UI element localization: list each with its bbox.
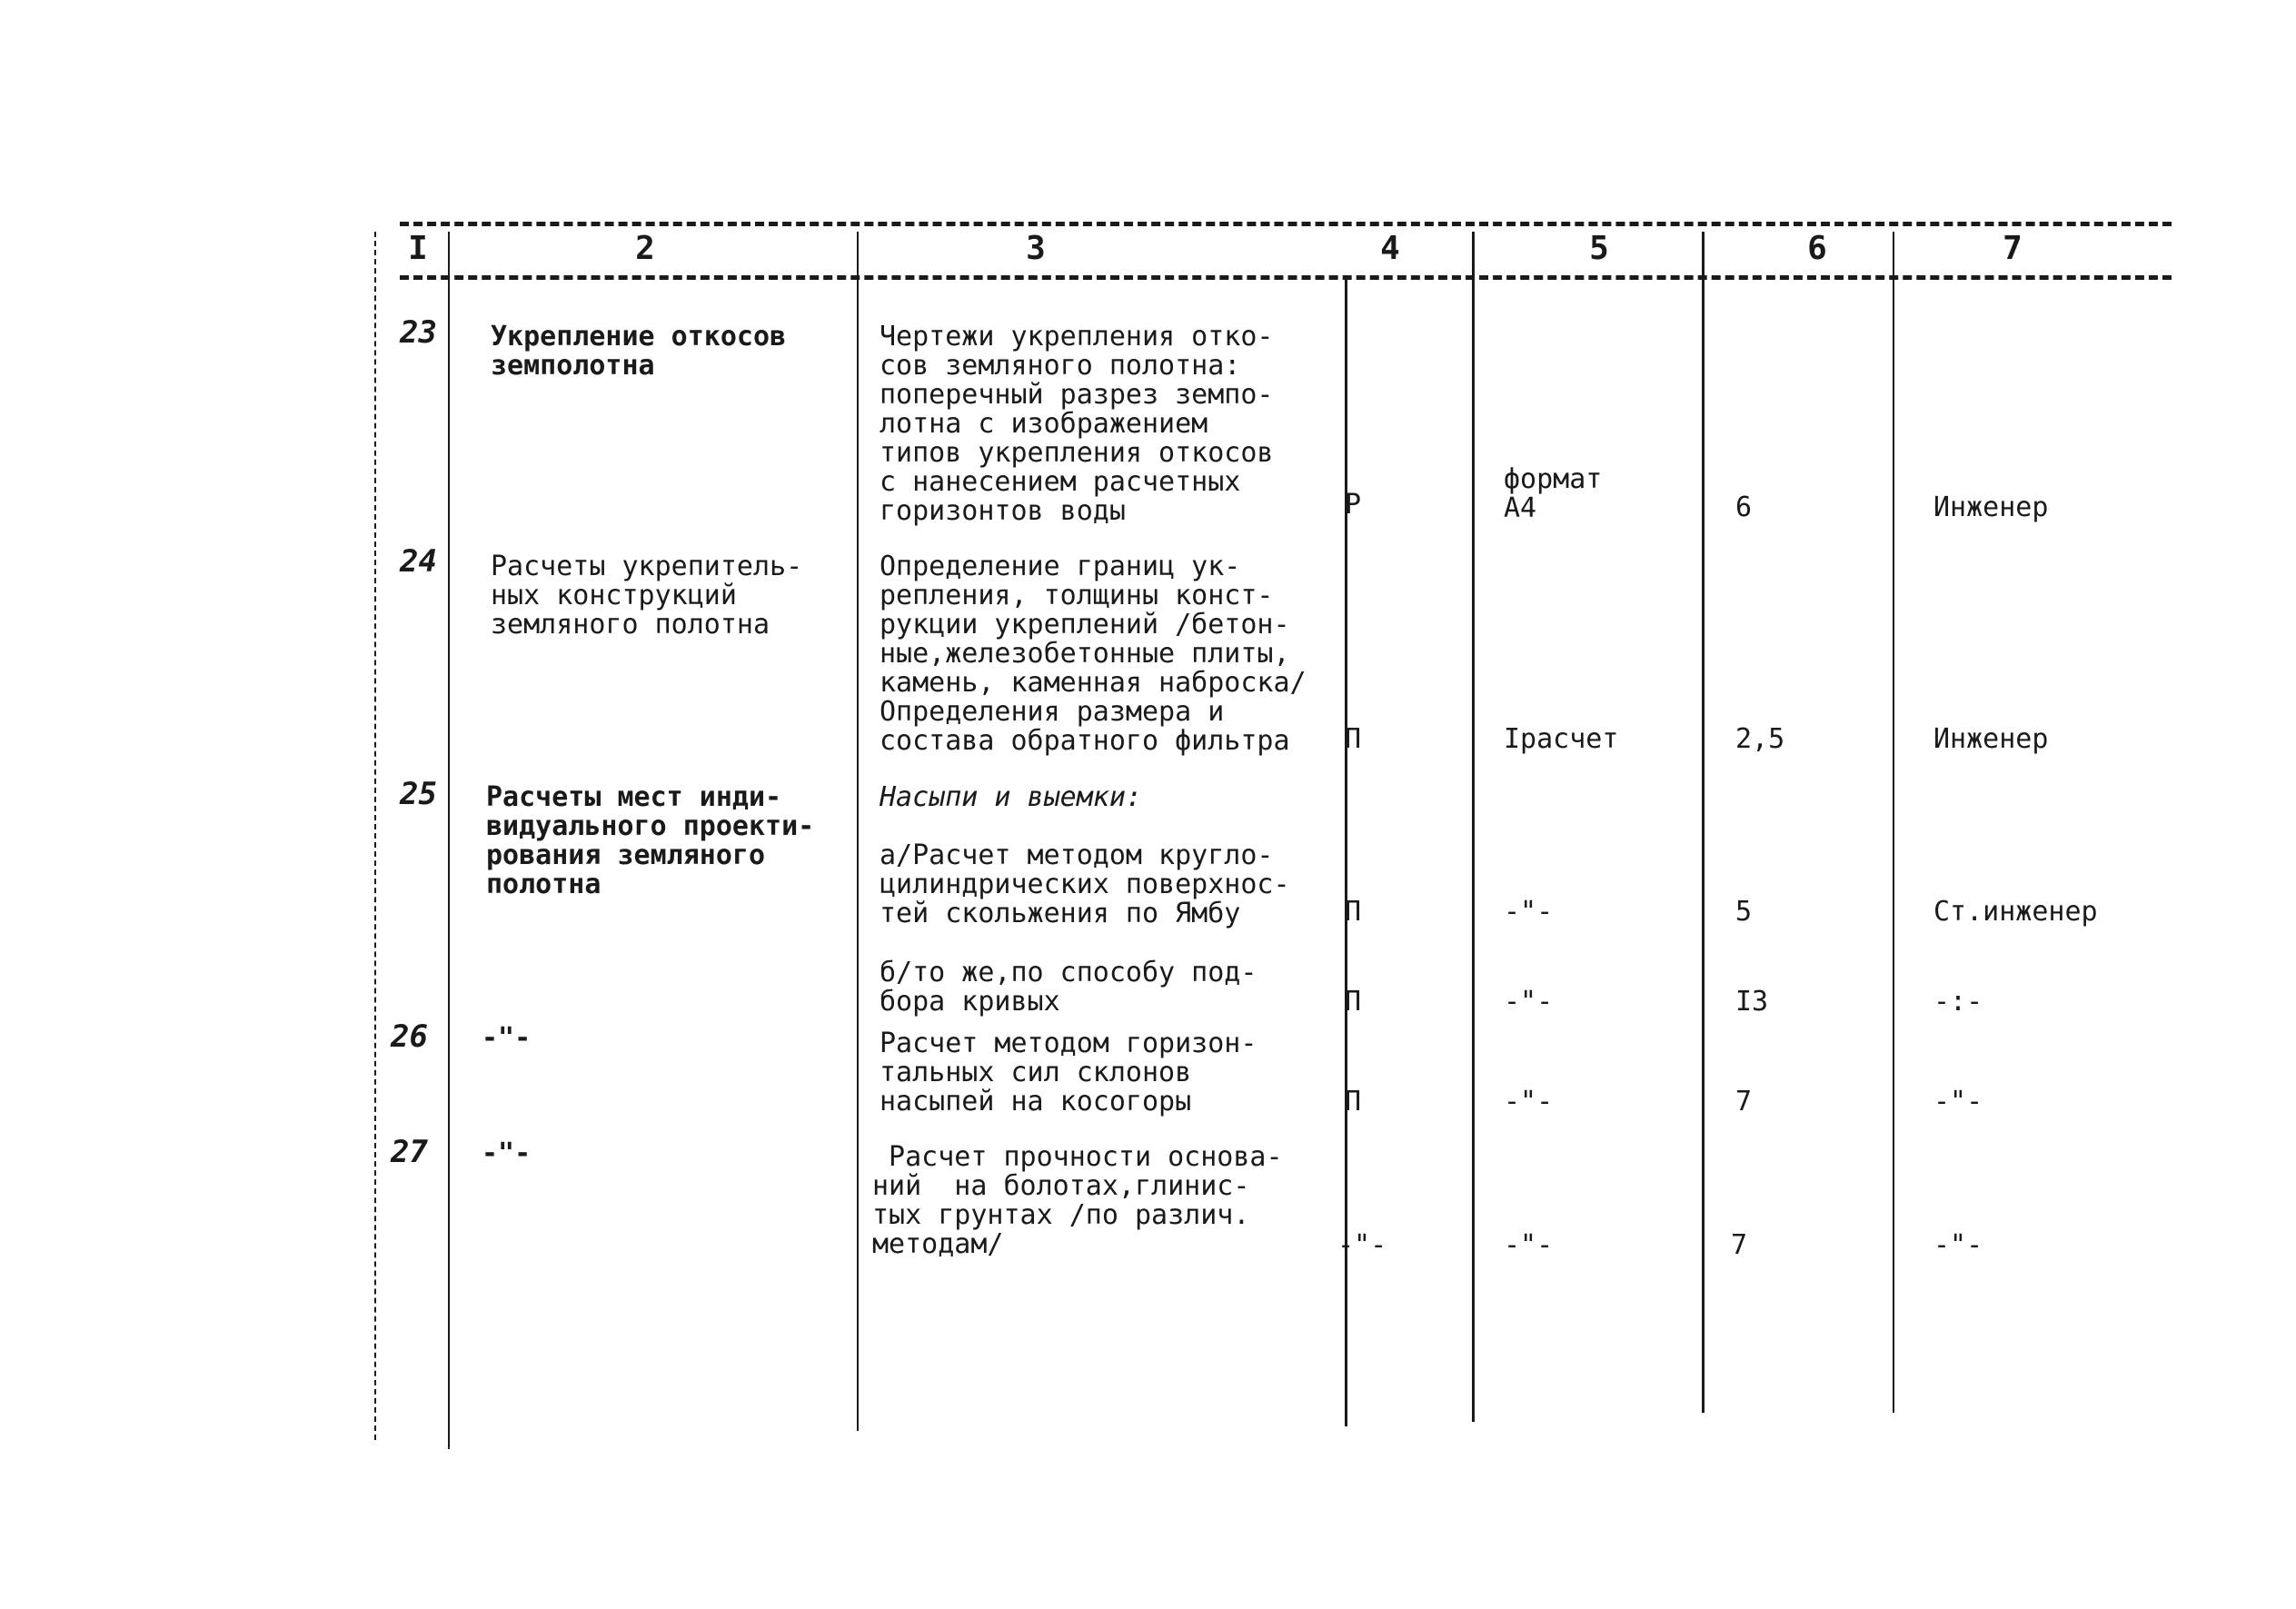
column-divider-left	[374, 232, 376, 1440]
column-header-7: 7	[2003, 230, 2023, 267]
quantity: 2,5	[1735, 723, 1785, 755]
column-divider-5	[1702, 232, 1705, 1413]
type-code: П	[1345, 896, 1362, 928]
column-divider-4	[1472, 232, 1475, 1422]
quantity: 7	[1731, 1229, 1748, 1261]
quantity: 5	[1735, 896, 1753, 928]
header-top-rule	[400, 222, 2172, 226]
quantity: 6	[1735, 492, 1753, 523]
type-code: П	[1345, 1086, 1362, 1117]
unit: формат А4	[1504, 463, 1603, 524]
column-header-1: I	[408, 230, 428, 267]
performer: Инженер	[1933, 723, 2049, 755]
performer: Инженер	[1933, 492, 2049, 523]
type-code: П	[1345, 723, 1362, 755]
type-code: Р	[1345, 489, 1362, 521]
work-name: Укрепление откосов земполотна	[491, 321, 787, 382]
work-name: -"-	[482, 1137, 532, 1169]
column-header-4: 4	[1380, 230, 1400, 267]
column-header-2: 2	[635, 230, 655, 267]
row-number: 24	[400, 543, 437, 580]
column-divider-6	[1893, 232, 1894, 1413]
type-code: -"-	[1337, 1229, 1387, 1261]
unit: -"-	[1504, 1086, 1554, 1117]
performer: Ст.инженер	[1933, 896, 2098, 928]
work-description: Расчет прочности основа- ний на болотах,глинис- тых грунтах /по различ. методам/	[872, 1141, 1283, 1260]
unit: -"-	[1504, 986, 1554, 1018]
row-number: 23	[400, 314, 437, 351]
column-header-5: 5	[1589, 230, 1609, 267]
column-header-6: 6	[1807, 230, 1827, 267]
type-code: П	[1345, 986, 1362, 1018]
unit: -"-	[1504, 1229, 1554, 1261]
performer: -:-	[1933, 986, 1983, 1018]
row-number: 26	[391, 1018, 428, 1055]
work-name: -"-	[482, 1022, 532, 1054]
unit: -"-	[1504, 896, 1554, 928]
quantity: 7	[1735, 1086, 1753, 1117]
work-description: Определение границ ук- репления, толщины конст- рукции укреплений /бетон- ные,железобетонные плиты, камень, каменная наброска/ Определения размера и состава обратного фильтра	[880, 551, 1307, 757]
work-name: Расчеты укрепитель- ных конструкций земляного полотна	[491, 551, 803, 641]
work-description: Чертежи укрепления отко- сов земляного полотна: поперечный разрез земпо- лотна с изображением типов укрепления откосов с нанесением расчетных горизонтов воды	[880, 321, 1274, 527]
quantity: I3	[1735, 986, 1769, 1018]
row-number: 27	[391, 1134, 428, 1170]
column-divider-2	[857, 232, 859, 1431]
performer: -"-	[1933, 1086, 1983, 1117]
column-divider-1	[448, 232, 450, 1449]
work-description: Расчет методом горизон- тальных сил склонов насыпей на косогоры	[880, 1028, 1257, 1117]
work-description: а/Расчет методом кругло- цилиндрических поверхнос- тей скольжения по Ямбу	[880, 839, 1290, 929]
column-header-3: 3	[1026, 230, 1046, 267]
work-description-title: Насыпи и выемки:	[880, 781, 1142, 813]
header-bottom-rule	[400, 275, 2172, 280]
performer: -"-	[1933, 1229, 1983, 1261]
work-description: б/то же,по способу под- бора кривых	[880, 957, 1257, 1018]
unit: Iрасчет	[1504, 723, 1619, 755]
work-name: Расчеты мест инди- видуального проекти- рования земляного полотна	[486, 781, 815, 900]
row-number: 25	[400, 776, 437, 812]
